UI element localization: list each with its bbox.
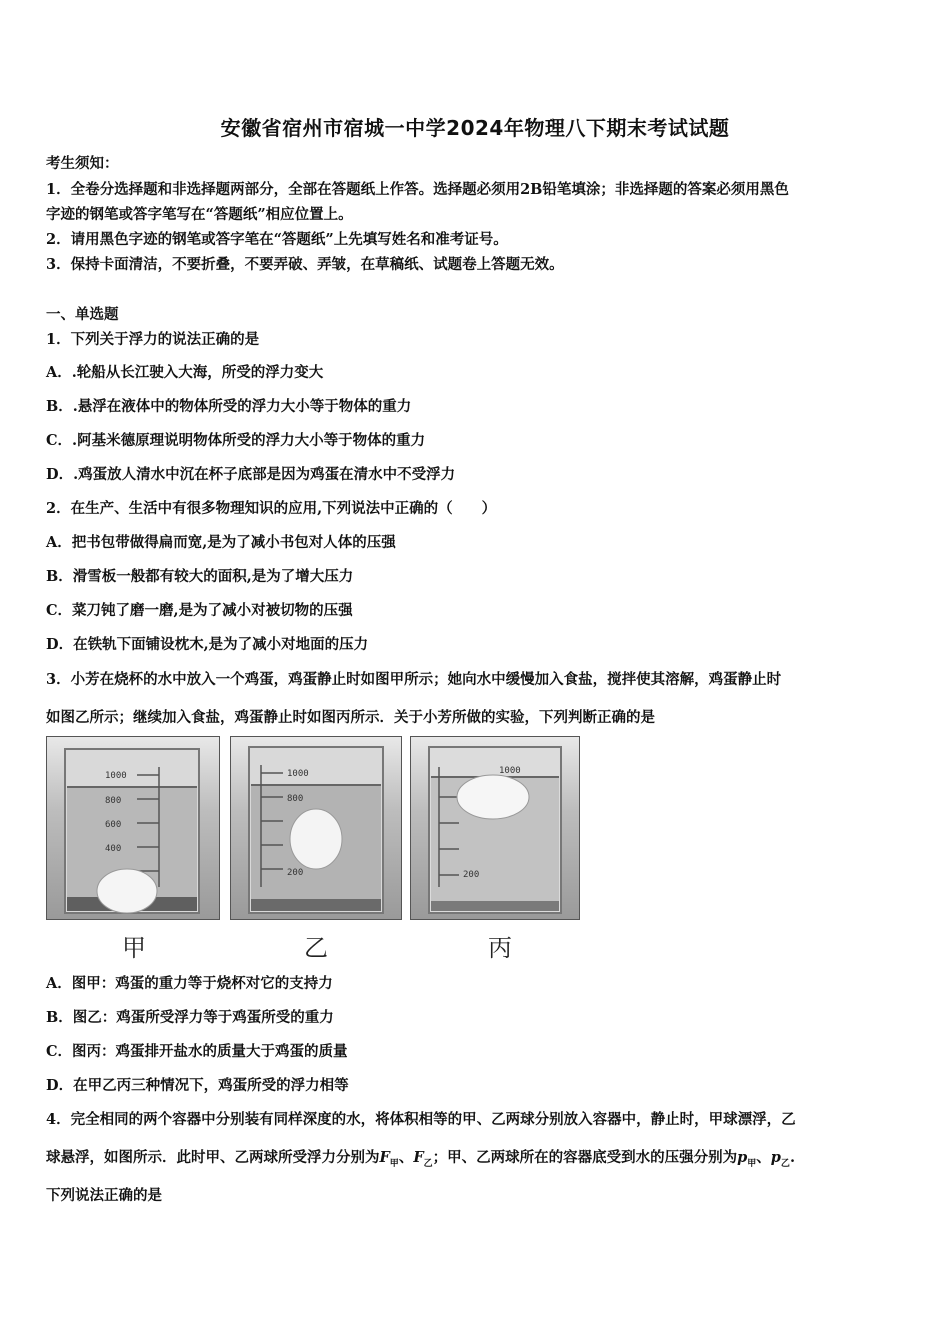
separator: 、 (756, 1149, 771, 1166)
variable-f: F (413, 1149, 424, 1166)
question-3-option-c: C．图丙：鸡蛋排开盐水的质量大于鸡蛋的质量 (46, 1043, 348, 1060)
beaker-mark: 200 (287, 868, 304, 878)
question-4-line-2 (46, 1146, 795, 1169)
beaker-mark: 1000 (287, 769, 309, 779)
question-2-option-a: A．把书包带做得扁而宽,是为了减小书包对人体的压强 (46, 534, 396, 551)
beaker-mark: 200 (463, 870, 480, 880)
beaker-photo-bing (410, 736, 580, 920)
variable-p: p (737, 1149, 748, 1166)
question-1-option-d: D．.鸡蛋放人清水中沉在杯子底部是因为鸡蛋在清水中不受浮力 (46, 466, 456, 483)
question-1-option-a: A．.轮船从长江驶入大海，所受的浮力变大 (46, 364, 324, 381)
question-2-option-c: C．菜刀钝了磨一磨,是为了减小对被切物的压强 (46, 602, 353, 619)
question-4-text: ；甲、乙两球所在的容器底受到水的压强分别为 (432, 1149, 738, 1166)
subscript-yi: 乙 (780, 1158, 790, 1169)
caption-bing: 丙 (488, 934, 512, 962)
period: . (789, 1149, 795, 1166)
question-1-stem: 1．下列关于浮力的说法正确的是 (46, 331, 260, 348)
question-3-stem-line-1: 3．小芳在烧杯的水中放入一个鸡蛋，鸡蛋静止时如图甲所示；她向水中缓慢加入食盐，搅拌使其溶解，鸡蛋静止时 (46, 671, 782, 688)
caption-jia: 甲 (122, 934, 146, 962)
beaker-photo-jia (46, 736, 220, 920)
question-4-line-3: 下列说法正确的是 (46, 1187, 162, 1204)
page-title: 安徽省宿州市宿城一中学2024年物理八下期末考试试题 (220, 116, 730, 140)
section-heading: 一、单选题 (46, 306, 119, 323)
egg-yi (290, 809, 342, 869)
notice-item: 3．保持卡面清洁，不要折叠，不要弄破、弄皱，在草稿纸、试题卷上答题无效。 (46, 256, 564, 273)
question-1-option-c: C．.阿基米德原理说明物体所受的浮力大小等于物体的重力 (46, 432, 426, 449)
question-2-option-d: D．在铁轨下面铺设枕木,是为了减小对地面的压力 (46, 636, 369, 653)
subscript-jia: 甲 (389, 1158, 399, 1169)
variable-p: p (770, 1149, 781, 1166)
question-3-stem-line-2: 如图乙所示；继续加入食盐，鸡蛋静止时如图丙所示．关于小芳所做的实验，下列判断正确的是 (46, 709, 655, 726)
beaker-photo-yi (230, 736, 402, 920)
variable-f: F (379, 1149, 390, 1166)
question-3-option-a: A．图甲：鸡蛋的重力等于烧杯对它的支持力 (46, 975, 333, 992)
beaker-mark: 1000 (105, 771, 127, 781)
subscript-yi: 乙 (423, 1158, 433, 1169)
beaker-photos (46, 736, 578, 962)
notice-item: 字迹的钢笔或答字笔写在“答题纸”相应位置上。 (46, 206, 353, 223)
caption-yi: 乙 (304, 934, 328, 962)
notice-item: 2．请用黑色字迹的钢笔或答字笔在“答题纸”上先填写姓名和准考证号。 (46, 231, 508, 248)
beaker-mark: 1000 (499, 766, 521, 776)
subscript-jia: 甲 (747, 1158, 757, 1169)
egg-bing (457, 775, 529, 819)
question-3-option-b: B．图乙：鸡蛋所受浮力等于鸡蛋所受的重力 (46, 1009, 334, 1026)
notice-item: 1．全卷分选择题和非选择题两部分，全部在答题纸上作答。选择题必须用2B铅笔填涂；非选择题的答案必须用黑色 (46, 181, 789, 198)
question-2-option-b: B．滑雪板一般都有较大的面积,是为了增大压力 (46, 568, 354, 585)
question-1-option-b: B．.悬浮在液体中的物体所受的浮力大小等于物体的重力 (46, 398, 412, 415)
separator: 、 (398, 1149, 414, 1166)
egg-jia (97, 869, 157, 913)
question-2-stem: 2．在生产、生活中有很多物理知识的应用,下列说法中正确的（ ） (46, 500, 497, 517)
beaker-mark: 800 (287, 794, 304, 804)
question-4-text: 球悬浮，如图所示．此时甲、乙两球所受浮力分别为 (46, 1149, 380, 1166)
beaker-mark: 400 (105, 844, 122, 854)
beaker-mark: 600 (105, 820, 122, 830)
question-3-option-d: D．在甲乙丙三种情况下，鸡蛋所受的浮力相等 (46, 1077, 349, 1094)
beaker-mark: 800 (105, 796, 122, 806)
notice-heading: 考生须知： (46, 155, 119, 172)
question-4-line-1: 4．完全相同的两个容器中分别装有同样深度的水，将体积相等的甲、乙两球分别放入容器中，静止时，甲球漂浮，乙 (46, 1111, 796, 1128)
